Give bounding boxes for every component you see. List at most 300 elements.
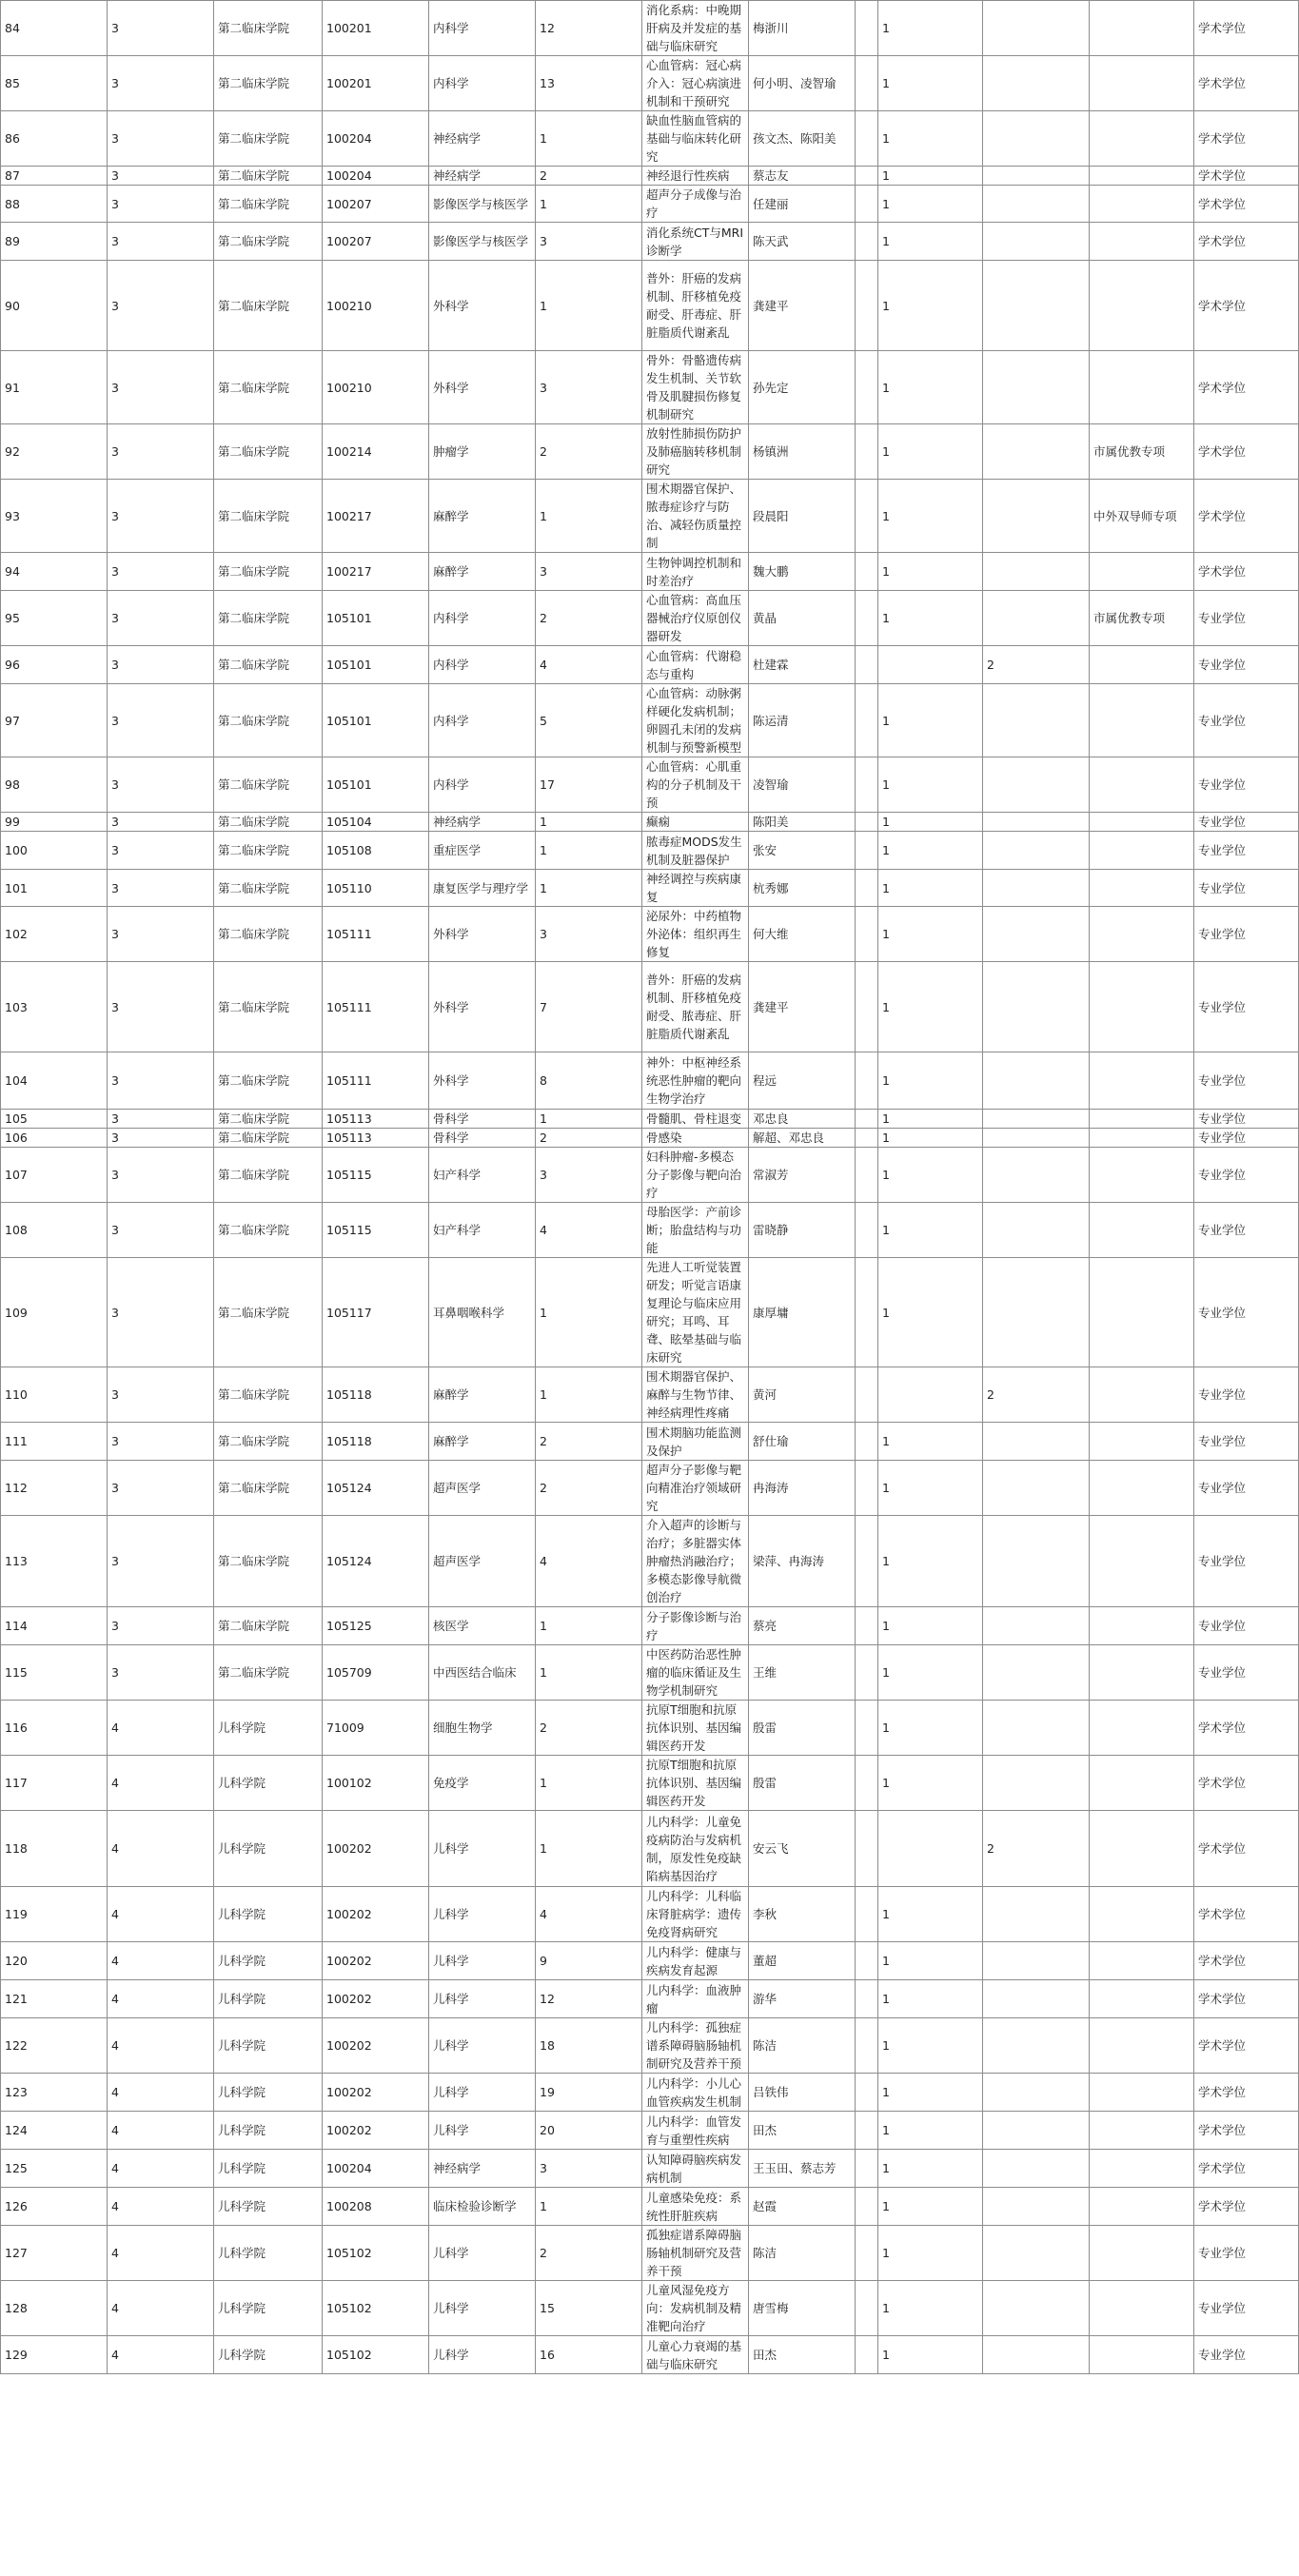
table-row[interactable] <box>1 261 1299 351</box>
cell-research-direction[interactable]: 神外：中枢神经系统恶性肿瘤的靶向生物学治疗 <box>642 1052 749 1110</box>
cell-degree-type[interactable]: 专业学位 <box>1194 907 1299 962</box>
cell-direction-no[interactable]: 4 <box>536 1887 642 1942</box>
cell-quota-b[interactable] <box>983 351 1090 424</box>
cell-major-name[interactable]: 麻醉学 <box>429 480 536 553</box>
cell-row-no[interactable]: 113 <box>1 1516 108 1607</box>
cell-special-program[interactable] <box>1090 1110 1194 1129</box>
cell-quota-b[interactable] <box>983 870 1090 907</box>
cell-sub-col[interactable] <box>856 1148 878 1203</box>
cell-supervisor[interactable]: 陈洁 <box>749 2226 856 2281</box>
cell-research-direction[interactable]: 消化系统CT与MRI诊断学 <box>642 223 749 261</box>
cell-research-direction[interactable]: 超声分子成像与治疗 <box>642 186 749 223</box>
cell-special-program[interactable] <box>1090 351 1194 424</box>
cell-special-program[interactable] <box>1090 56 1194 111</box>
cell-supervisor[interactable]: 康厚墉 <box>749 1258 856 1367</box>
cell-row-no[interactable]: 85 <box>1 56 108 111</box>
cell-sub-col[interactable] <box>856 553 878 591</box>
cell-sub-col[interactable] <box>856 351 878 424</box>
cell-school-name[interactable]: 第二临床学院 <box>214 553 323 591</box>
cell-supervisor[interactable]: 杭秀娜 <box>749 870 856 907</box>
cell-major-code[interactable]: 100202 <box>323 1811 429 1887</box>
cell-special-program[interactable] <box>1090 1980 1194 2018</box>
cell-sub-col[interactable] <box>856 2074 878 2112</box>
cell-research-direction[interactable]: 母胎医学：产前诊断；胎盘结构与功能 <box>642 1203 749 1258</box>
cell-school-name[interactable]: 第二临床学院 <box>214 813 323 832</box>
cell-sub-col[interactable] <box>856 424 878 480</box>
cell-degree-type[interactable]: 专业学位 <box>1194 962 1299 1052</box>
cell-major-name[interactable]: 儿科学 <box>429 2112 536 2150</box>
cell-direction-no[interactable]: 20 <box>536 2112 642 2150</box>
cell-row-no[interactable]: 90 <box>1 261 108 351</box>
cell-major-name[interactable]: 内科学 <box>429 1 536 56</box>
table-row[interactable] <box>1 646 1299 684</box>
cell-school-name[interactable]: 第二临床学院 <box>214 1607 323 1645</box>
cell-quota-b[interactable] <box>983 1701 1090 1756</box>
cell-supervisor[interactable]: 解超、邓忠良 <box>749 1129 856 1148</box>
cell-row-no[interactable]: 103 <box>1 962 108 1052</box>
cell-research-direction[interactable]: 脓毒症MODS发生机制及脏器保护 <box>642 832 749 870</box>
cell-direction-no[interactable]: 4 <box>536 646 642 684</box>
cell-major-name[interactable]: 肿瘤学 <box>429 424 536 480</box>
cell-supervisor[interactable]: 梁萍、冉海涛 <box>749 1516 856 1607</box>
cell-major-code[interactable]: 105101 <box>323 684 429 757</box>
cell-direction-no[interactable]: 1 <box>536 1811 642 1887</box>
cell-school-code[interactable]: 4 <box>108 2074 214 2112</box>
cell-sub-col[interactable] <box>856 2188 878 2226</box>
cell-degree-type[interactable]: 专业学位 <box>1194 1461 1299 1516</box>
cell-major-code[interactable]: 105124 <box>323 1516 429 1607</box>
cell-school-name[interactable]: 儿科学院 <box>214 2226 323 2281</box>
cell-major-name[interactable]: 儿科学 <box>429 2281 536 2336</box>
cell-school-name[interactable]: 第二临床学院 <box>214 1258 323 1367</box>
cell-quota-a[interactable]: 1 <box>878 591 983 646</box>
cell-row-no[interactable]: 114 <box>1 1607 108 1645</box>
cell-row-no[interactable]: 102 <box>1 907 108 962</box>
cell-research-direction[interactable]: 儿童感染免疫：系统性肝脏疾病 <box>642 2188 749 2226</box>
cell-direction-no[interactable]: 3 <box>536 2150 642 2188</box>
cell-quota-a[interactable]: 1 <box>878 1607 983 1645</box>
cell-direction-no[interactable]: 4 <box>536 1203 642 1258</box>
cell-quota-a[interactable] <box>878 1811 983 1887</box>
cell-supervisor[interactable]: 黄河 <box>749 1367 856 1423</box>
cell-degree-type[interactable]: 学术学位 <box>1194 480 1299 553</box>
cell-direction-no[interactable]: 1 <box>536 1258 642 1367</box>
cell-quota-a[interactable]: 1 <box>878 1942 983 1980</box>
cell-major-name[interactable]: 儿科学 <box>429 1942 536 1980</box>
cell-degree-type[interactable]: 学术学位 <box>1194 1 1299 56</box>
cell-quota-a[interactable]: 1 <box>878 1756 983 1811</box>
table-row[interactable] <box>1 1701 1299 1756</box>
cell-school-name[interactable]: 儿科学院 <box>214 2336 323 2374</box>
cell-direction-no[interactable]: 1 <box>536 1756 642 1811</box>
cell-supervisor[interactable]: 梅浙川 <box>749 1 856 56</box>
cell-sub-col[interactable] <box>856 1756 878 1811</box>
cell-degree-type[interactable]: 学术学位 <box>1194 1701 1299 1756</box>
cell-quota-a[interactable]: 1 <box>878 907 983 962</box>
cell-row-no[interactable]: 107 <box>1 1148 108 1203</box>
cell-school-code[interactable]: 3 <box>108 591 214 646</box>
cell-school-name[interactable]: 第二临床学院 <box>214 870 323 907</box>
cell-quota-a[interactable]: 1 <box>878 261 983 351</box>
cell-quota-a[interactable]: 1 <box>878 1052 983 1110</box>
cell-supervisor[interactable]: 赵霞 <box>749 2188 856 2226</box>
cell-school-code[interactable]: 3 <box>108 1607 214 1645</box>
cell-school-code[interactable]: 4 <box>108 2150 214 2188</box>
cell-sub-col[interactable] <box>856 2336 878 2374</box>
table-row[interactable] <box>1 1 1299 56</box>
cell-research-direction[interactable]: 骨感染 <box>642 1129 749 1148</box>
cell-major-name[interactable]: 内科学 <box>429 56 536 111</box>
cell-major-name[interactable]: 妇产科学 <box>429 1148 536 1203</box>
cell-school-name[interactable]: 儿科学院 <box>214 2150 323 2188</box>
cell-direction-no[interactable]: 3 <box>536 351 642 424</box>
cell-degree-type[interactable]: 学术学位 <box>1194 424 1299 480</box>
table-row[interactable] <box>1 553 1299 591</box>
cell-supervisor[interactable]: 蔡志友 <box>749 167 856 186</box>
cell-school-code[interactable]: 3 <box>108 1129 214 1148</box>
cell-sub-col[interactable] <box>856 1110 878 1129</box>
cell-school-code[interactable]: 3 <box>108 1645 214 1701</box>
cell-school-code[interactable]: 3 <box>108 480 214 553</box>
cell-school-code[interactable]: 4 <box>108 1942 214 1980</box>
cell-major-code[interactable]: 100201 <box>323 1 429 56</box>
cell-supervisor[interactable]: 常淑芳 <box>749 1148 856 1203</box>
cell-special-program[interactable] <box>1090 1052 1194 1110</box>
table-row[interactable] <box>1 907 1299 962</box>
cell-school-code[interactable]: 3 <box>108 1258 214 1367</box>
cell-sub-col[interactable] <box>856 1516 878 1607</box>
cell-major-name[interactable]: 外科学 <box>429 907 536 962</box>
cell-quota-b[interactable] <box>983 813 1090 832</box>
cell-quota-a[interactable]: 1 <box>878 1887 983 1942</box>
cell-major-code[interactable]: 105110 <box>323 870 429 907</box>
cell-special-program[interactable] <box>1090 1461 1194 1516</box>
cell-supervisor[interactable]: 黄晶 <box>749 591 856 646</box>
cell-degree-type[interactable]: 学术学位 <box>1194 2150 1299 2188</box>
cell-research-direction[interactable]: 普外：肝癌的发病机制、肝移植免疫耐受、肝毒症、肝脏脂质代谢紊乱 <box>642 261 749 351</box>
cell-quota-b[interactable] <box>983 1258 1090 1367</box>
table-row[interactable] <box>1 2281 1299 2336</box>
cell-special-program[interactable] <box>1090 2188 1194 2226</box>
cell-school-code[interactable]: 3 <box>108 167 214 186</box>
cell-quota-a[interactable]: 1 <box>878 351 983 424</box>
cell-row-no[interactable]: 121 <box>1 1980 108 2018</box>
cell-major-name[interactable]: 骨科学 <box>429 1129 536 1148</box>
cell-row-no[interactable]: 99 <box>1 813 108 832</box>
cell-special-program[interactable] <box>1090 186 1194 223</box>
cell-school-code[interactable]: 3 <box>108 1110 214 1129</box>
table-row[interactable] <box>1 56 1299 111</box>
cell-major-code[interactable]: 105118 <box>323 1423 429 1461</box>
cell-supervisor[interactable]: 邓忠良 <box>749 1110 856 1129</box>
cell-school-code[interactable]: 3 <box>108 813 214 832</box>
cell-row-no[interactable]: 89 <box>1 223 108 261</box>
cell-special-program[interactable] <box>1090 1811 1194 1887</box>
cell-school-code[interactable]: 3 <box>108 223 214 261</box>
cell-school-code[interactable]: 3 <box>108 1 214 56</box>
cell-special-program[interactable] <box>1090 553 1194 591</box>
cell-major-code[interactable]: 105101 <box>323 591 429 646</box>
cell-major-name[interactable]: 内科学 <box>429 646 536 684</box>
cell-major-code[interactable]: 105102 <box>323 2281 429 2336</box>
cell-school-name[interactable]: 第二临床学院 <box>214 684 323 757</box>
cell-quota-a[interactable]: 1 <box>878 1148 983 1203</box>
cell-school-name[interactable]: 第二临床学院 <box>214 962 323 1052</box>
cell-major-name[interactable]: 外科学 <box>429 261 536 351</box>
cell-special-program[interactable] <box>1090 2226 1194 2281</box>
cell-school-name[interactable]: 第二临床学院 <box>214 1461 323 1516</box>
cell-quota-b[interactable] <box>983 1887 1090 1942</box>
cell-research-direction[interactable]: 中医药防治恶性肿瘤的临床循证及生物学机制研究 <box>642 1645 749 1701</box>
cell-supervisor[interactable]: 舒仕瑜 <box>749 1423 856 1461</box>
cell-sub-col[interactable] <box>856 1129 878 1148</box>
cell-major-name[interactable]: 免疫学 <box>429 1756 536 1811</box>
cell-major-code[interactable]: 100217 <box>323 553 429 591</box>
cell-major-name[interactable]: 妇产科学 <box>429 1203 536 1258</box>
cell-quota-b[interactable] <box>983 832 1090 870</box>
table-row[interactable] <box>1 1980 1299 2018</box>
table-row[interactable] <box>1 1811 1299 1887</box>
cell-supervisor[interactable]: 王玉田、蔡志芳 <box>749 2150 856 2188</box>
cell-school-name[interactable]: 第二临床学院 <box>214 261 323 351</box>
cell-major-name[interactable]: 超声医学 <box>429 1516 536 1607</box>
cell-quota-a[interactable]: 1 <box>878 223 983 261</box>
cell-research-direction[interactable]: 围术期脑功能监测及保护 <box>642 1423 749 1461</box>
cell-supervisor[interactable]: 何大维 <box>749 907 856 962</box>
cell-degree-type[interactable]: 专业学位 <box>1194 1367 1299 1423</box>
cell-row-no[interactable]: 117 <box>1 1756 108 1811</box>
cell-row-no[interactable]: 108 <box>1 1203 108 1258</box>
table-row[interactable] <box>1 813 1299 832</box>
cell-row-no[interactable]: 95 <box>1 591 108 646</box>
cell-school-code[interactable]: 3 <box>108 186 214 223</box>
cell-school-name[interactable]: 儿科学院 <box>214 1942 323 1980</box>
cell-direction-no[interactable]: 3 <box>536 907 642 962</box>
cell-direction-no[interactable]: 1 <box>536 186 642 223</box>
cell-row-no[interactable]: 104 <box>1 1052 108 1110</box>
cell-school-code[interactable]: 4 <box>108 2018 214 2074</box>
cell-direction-no[interactable]: 8 <box>536 1052 642 1110</box>
cell-special-program[interactable]: 中外双导师专项 <box>1090 480 1194 553</box>
cell-research-direction[interactable]: 神经调控与疾病康复 <box>642 870 749 907</box>
cell-sub-col[interactable] <box>856 1701 878 1756</box>
table-row[interactable] <box>1 167 1299 186</box>
cell-quota-b[interactable] <box>983 186 1090 223</box>
cell-research-direction[interactable]: 骨髓肌、骨柱退变 <box>642 1110 749 1129</box>
cell-quota-a[interactable]: 1 <box>878 56 983 111</box>
cell-degree-type[interactable]: 学术学位 <box>1194 186 1299 223</box>
cell-sub-col[interactable] <box>856 1980 878 2018</box>
cell-sub-col[interactable] <box>856 2281 878 2336</box>
cell-supervisor[interactable]: 陈阳美 <box>749 813 856 832</box>
cell-quota-b[interactable] <box>983 1607 1090 1645</box>
table-row[interactable] <box>1 186 1299 223</box>
table-row[interactable] <box>1 1423 1299 1461</box>
cell-degree-type[interactable]: 专业学位 <box>1194 2336 1299 2374</box>
cell-research-direction[interactable]: 介入超声的诊断与治疗；多脏器实体肿瘤热消融治疗；多模态影像导航微创治疗 <box>642 1516 749 1607</box>
cell-sub-col[interactable] <box>856 684 878 757</box>
cell-quota-b[interactable] <box>983 1110 1090 1129</box>
table-row[interactable] <box>1 2150 1299 2188</box>
cell-school-code[interactable]: 3 <box>108 684 214 757</box>
cell-school-code[interactable]: 3 <box>108 56 214 111</box>
cell-quota-b[interactable] <box>983 2150 1090 2188</box>
cell-school-code[interactable]: 3 <box>108 757 214 813</box>
cell-research-direction[interactable]: 儿内科学：儿科临床肾脏病学：遗传免疫肾病研究 <box>642 1887 749 1942</box>
cell-school-name[interactable]: 第二临床学院 <box>214 1203 323 1258</box>
cell-major-name[interactable]: 儿科学 <box>429 2018 536 2074</box>
cell-degree-type[interactable]: 专业学位 <box>1194 646 1299 684</box>
cell-special-program[interactable] <box>1090 962 1194 1052</box>
cell-quota-a[interactable]: 1 <box>878 1258 983 1367</box>
cell-special-program[interactable] <box>1090 1 1194 56</box>
cell-quota-b[interactable] <box>983 2074 1090 2112</box>
cell-degree-type[interactable]: 学术学位 <box>1194 56 1299 111</box>
cell-sub-col[interactable] <box>856 111 878 167</box>
cell-major-code[interactable]: 105113 <box>323 1110 429 1129</box>
cell-quota-b[interactable] <box>983 1148 1090 1203</box>
cell-direction-no[interactable]: 1 <box>536 2188 642 2226</box>
cell-school-name[interactable]: 第二临床学院 <box>214 1129 323 1148</box>
cell-supervisor[interactable]: 殷雷 <box>749 1756 856 1811</box>
cell-quota-a[interactable]: 1 <box>878 962 983 1052</box>
cell-direction-no[interactable]: 5 <box>536 684 642 757</box>
cell-direction-no[interactable]: 15 <box>536 2281 642 2336</box>
cell-direction-no[interactable]: 3 <box>536 553 642 591</box>
cell-row-no[interactable]: 105 <box>1 1110 108 1129</box>
cell-school-name[interactable]: 第二临床学院 <box>214 1 323 56</box>
cell-sub-col[interactable] <box>856 56 878 111</box>
cell-direction-no[interactable]: 2 <box>536 2226 642 2281</box>
cell-direction-no[interactable]: 18 <box>536 2018 642 2074</box>
cell-sub-col[interactable] <box>856 1052 878 1110</box>
cell-school-code[interactable]: 3 <box>108 111 214 167</box>
cell-quota-b[interactable]: 2 <box>983 1811 1090 1887</box>
cell-direction-no[interactable]: 1 <box>536 870 642 907</box>
cell-school-code[interactable]: 4 <box>108 2226 214 2281</box>
cell-row-no[interactable]: 110 <box>1 1367 108 1423</box>
cell-degree-type[interactable]: 学术学位 <box>1194 2188 1299 2226</box>
cell-quota-a[interactable]: 1 <box>878 684 983 757</box>
cell-school-code[interactable]: 3 <box>108 907 214 962</box>
cell-research-direction[interactable]: 儿内科学：血管发育与重塑性疾病 <box>642 2112 749 2150</box>
cell-sub-col[interactable] <box>856 1258 878 1367</box>
cell-row-no[interactable]: 94 <box>1 553 108 591</box>
cell-quota-b[interactable] <box>983 1942 1090 1980</box>
cell-special-program[interactable] <box>1090 2018 1194 2074</box>
cell-school-name[interactable]: 第二临床学院 <box>214 480 323 553</box>
cell-direction-no[interactable]: 2 <box>536 167 642 186</box>
cell-sub-col[interactable] <box>856 223 878 261</box>
cell-quota-a[interactable]: 1 <box>878 2074 983 2112</box>
cell-major-code[interactable]: 105113 <box>323 1129 429 1148</box>
cell-supervisor[interactable]: 董超 <box>749 1942 856 1980</box>
cell-supervisor[interactable]: 蔡亮 <box>749 1607 856 1645</box>
table-row[interactable] <box>1 2226 1299 2281</box>
cell-special-program[interactable] <box>1090 907 1194 962</box>
cell-row-no[interactable]: 115 <box>1 1645 108 1701</box>
cell-supervisor[interactable]: 李秋 <box>749 1887 856 1942</box>
cell-sub-col[interactable] <box>856 186 878 223</box>
cell-research-direction[interactable]: 妇科肿瘤-多模态分子影像与靶向治疗 <box>642 1148 749 1203</box>
cell-direction-no[interactable]: 1 <box>536 1367 642 1423</box>
table-row[interactable] <box>1 1887 1299 1942</box>
cell-supervisor[interactable]: 安云飞 <box>749 1811 856 1887</box>
cell-quota-b[interactable] <box>983 962 1090 1052</box>
cell-school-name[interactable]: 第二临床学院 <box>214 351 323 424</box>
cell-research-direction[interactable]: 儿内科学：小儿心血管疾病发生机制 <box>642 2074 749 2112</box>
table-row[interactable] <box>1 1461 1299 1516</box>
cell-direction-no[interactable]: 3 <box>536 1148 642 1203</box>
cell-major-code[interactable]: 100202 <box>323 2018 429 2074</box>
cell-quota-a[interactable]: 1 <box>878 2018 983 2074</box>
cell-school-code[interactable]: 3 <box>108 1148 214 1203</box>
cell-sub-col[interactable] <box>856 480 878 553</box>
cell-special-program[interactable] <box>1090 1148 1194 1203</box>
cell-quota-a[interactable]: 1 <box>878 167 983 186</box>
cell-school-name[interactable]: 第二临床学院 <box>214 591 323 646</box>
cell-quota-a[interactable]: 1 <box>878 1203 983 1258</box>
cell-school-code[interactable]: 3 <box>108 646 214 684</box>
cell-degree-type[interactable]: 学术学位 <box>1194 1942 1299 1980</box>
cell-major-name[interactable]: 神经病学 <box>429 813 536 832</box>
cell-research-direction[interactable]: 癫痫 <box>642 813 749 832</box>
cell-research-direction[interactable]: 儿内科学：孤独症谱系障碍脑肠轴机制研究及营养干预 <box>642 2018 749 2074</box>
cell-research-direction[interactable]: 消化系病：中晚期肝病及并发症的基础与临床研究 <box>642 1 749 56</box>
cell-major-name[interactable]: 内科学 <box>429 757 536 813</box>
cell-supervisor[interactable]: 陈运清 <box>749 684 856 757</box>
cell-quota-a[interactable]: 1 <box>878 2188 983 2226</box>
table-row[interactable] <box>1 1052 1299 1110</box>
cell-sub-col[interactable] <box>856 2112 878 2150</box>
cell-quota-b[interactable] <box>983 2281 1090 2336</box>
cell-sub-col[interactable] <box>856 832 878 870</box>
cell-supervisor[interactable]: 冉海涛 <box>749 1461 856 1516</box>
cell-supervisor[interactable]: 龚建平 <box>749 962 856 1052</box>
cell-major-code[interactable]: 100204 <box>323 167 429 186</box>
cell-row-no[interactable]: 87 <box>1 167 108 186</box>
cell-degree-type[interactable]: 学术学位 <box>1194 1811 1299 1887</box>
cell-quota-a[interactable]: 1 <box>878 553 983 591</box>
cell-major-code[interactable]: 100204 <box>323 111 429 167</box>
table-row[interactable] <box>1 962 1299 1052</box>
cell-direction-no[interactable]: 17 <box>536 757 642 813</box>
table-row[interactable] <box>1 684 1299 757</box>
cell-row-no[interactable]: 123 <box>1 2074 108 2112</box>
cell-quota-b[interactable] <box>983 1980 1090 2018</box>
cell-special-program[interactable] <box>1090 223 1194 261</box>
cell-quota-a[interactable]: 1 <box>878 870 983 907</box>
cell-major-name[interactable]: 儿科学 <box>429 1980 536 2018</box>
cell-quota-b[interactable] <box>983 1129 1090 1148</box>
cell-major-code[interactable]: 100201 <box>323 56 429 111</box>
cell-school-code[interactable]: 4 <box>108 2336 214 2374</box>
cell-school-name[interactable]: 第二临床学院 <box>214 907 323 962</box>
cell-supervisor[interactable]: 唐雪梅 <box>749 2281 856 2336</box>
cell-school-name[interactable]: 第二临床学院 <box>214 757 323 813</box>
cell-direction-no[interactable]: 2 <box>536 1461 642 1516</box>
cell-school-code[interactable]: 3 <box>108 832 214 870</box>
cell-degree-type[interactable]: 专业学位 <box>1194 1423 1299 1461</box>
cell-research-direction[interactable]: 心血管病：冠心病介入：冠心病演进机制和干预研究 <box>642 56 749 111</box>
cell-direction-no[interactable]: 16 <box>536 2336 642 2374</box>
cell-special-program[interactable] <box>1090 684 1194 757</box>
cell-school-code[interactable]: 3 <box>108 261 214 351</box>
table-row[interactable] <box>1 111 1299 167</box>
cell-row-no[interactable]: 125 <box>1 2150 108 2188</box>
cell-research-direction[interactable]: 儿内科学：健康与疾病发育起源 <box>642 1942 749 1980</box>
cell-major-name[interactable]: 儿科学 <box>429 2226 536 2281</box>
